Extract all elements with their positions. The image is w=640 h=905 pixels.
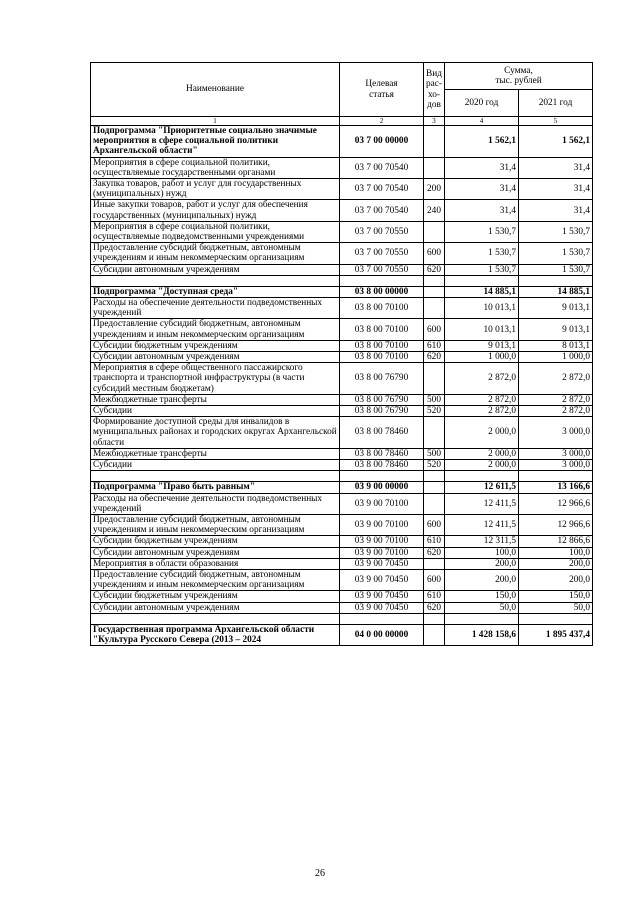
column-index: 4 bbox=[445, 117, 519, 126]
row-name: Субсидии автономным учреждениям bbox=[91, 547, 340, 558]
row-value-2021: 2 872,0 bbox=[519, 363, 593, 395]
row-value-2021: 13 166,6 bbox=[519, 482, 593, 493]
row-value-2020: 100,0 bbox=[445, 547, 519, 558]
row-expense-type: 200 bbox=[424, 179, 445, 200]
table-row bbox=[91, 591, 593, 602]
row-value-2020: 200,0 bbox=[445, 569, 519, 590]
table-row bbox=[91, 569, 593, 590]
row-name: Субсидии автономным учреждениям bbox=[91, 352, 340, 363]
row-target-article: 03 9 00 70450 bbox=[340, 602, 424, 613]
table-row bbox=[91, 126, 593, 158]
row-name: Мероприятия в сфере общественного пассажирского транспорта и транспортной инфраструктуры (в части субсидий местным бюджетам) bbox=[91, 363, 340, 395]
row-target-article: 03 7 00 70540 bbox=[340, 157, 424, 178]
table-row bbox=[91, 179, 593, 200]
page-number: 26 bbox=[315, 868, 325, 879]
row-name: Мероприятия в сфере социальной политики, осуществляемые подведомственными учреждениями bbox=[91, 221, 340, 242]
row-expense-type bbox=[424, 558, 445, 569]
table-row bbox=[91, 243, 593, 264]
row-value-2020: 10 013,1 bbox=[445, 319, 519, 340]
row-target-article: 03 8 00 70100 bbox=[340, 298, 424, 319]
row-target-article: 03 7 00 70550 bbox=[340, 264, 424, 275]
row-name: Подпрограмма "Доступная среда" bbox=[91, 286, 340, 297]
table-row bbox=[91, 406, 593, 417]
row-name: Субсидии автономным учреждениям bbox=[91, 264, 340, 275]
table-row bbox=[91, 340, 593, 351]
empty-cell bbox=[91, 471, 340, 482]
row-value-2021: 150,0 bbox=[519, 591, 593, 602]
row-value-2020: 1 530,7 bbox=[445, 221, 519, 242]
empty-cell bbox=[91, 275, 340, 286]
row-target-article: 03 7 00 70540 bbox=[340, 179, 424, 200]
row-expense-type: 520 bbox=[424, 460, 445, 471]
row-expense-type bbox=[424, 417, 445, 449]
table-body bbox=[91, 126, 593, 646]
row-target-article: 03 9 00 70450 bbox=[340, 569, 424, 590]
row-value-2021: 2 872,0 bbox=[519, 394, 593, 405]
empty-cell bbox=[519, 613, 593, 624]
row-value-2020: 2 000,0 bbox=[445, 460, 519, 471]
row-target-article: 03 7 00 70550 bbox=[340, 243, 424, 264]
row-expense-type: 600 bbox=[424, 319, 445, 340]
row-target-article: 03 8 00 76790 bbox=[340, 406, 424, 417]
row-target-article: 03 8 00 78460 bbox=[340, 448, 424, 459]
table-row bbox=[91, 352, 593, 363]
row-expense-type bbox=[424, 126, 445, 158]
row-value-2020: 2 000,0 bbox=[445, 417, 519, 449]
row-target-article: 03 8 00 76790 bbox=[340, 363, 424, 395]
header-target-article: Целевая статья bbox=[340, 63, 424, 117]
row-value-2021: 100,0 bbox=[519, 547, 593, 558]
empty-cell bbox=[519, 275, 593, 286]
table-row bbox=[91, 624, 593, 645]
header-name: Наименование bbox=[91, 63, 340, 117]
row-target-article: 03 9 00 70450 bbox=[340, 558, 424, 569]
row-expense-type bbox=[424, 157, 445, 178]
row-value-2020: 14 885,1 bbox=[445, 286, 519, 297]
row-name: Предоставление субсидий бюджетным, автономным учреждениям и иным некоммерческим организациям bbox=[91, 319, 340, 340]
empty-cell bbox=[424, 613, 445, 624]
table-row bbox=[91, 264, 593, 275]
row-expense-type: 600 bbox=[424, 243, 445, 264]
row-expense-type bbox=[424, 624, 445, 645]
header-expense-type: Вид рас-хо-дов bbox=[424, 63, 445, 117]
spacer-row bbox=[91, 613, 593, 624]
table-row bbox=[91, 558, 593, 569]
table-row bbox=[91, 514, 593, 535]
row-name: Субсидии bbox=[91, 460, 340, 471]
row-name: Подпрограмма "Приоритетные социально значимые мероприятия в сфере социальной политики Архангельской области" bbox=[91, 126, 340, 158]
row-value-2020: 1 000,0 bbox=[445, 352, 519, 363]
row-name: Предоставление субсидий бюджетным, автономным учреждениям и иным некоммерческим организациям bbox=[91, 514, 340, 535]
row-value-2020: 31,4 bbox=[445, 157, 519, 178]
row-value-2021: 1 530,7 bbox=[519, 221, 593, 242]
row-value-2021: 200,0 bbox=[519, 569, 593, 590]
row-value-2021: 2 872,0 bbox=[519, 406, 593, 417]
row-target-article: 03 7 00 00000 bbox=[340, 126, 424, 158]
empty-cell bbox=[445, 613, 519, 624]
row-name: Субсидии bbox=[91, 406, 340, 417]
spacer-row bbox=[91, 471, 593, 482]
row-target-article: 03 8 00 00000 bbox=[340, 286, 424, 297]
row-value-2020: 31,4 bbox=[445, 179, 519, 200]
row-value-2020: 50,0 bbox=[445, 602, 519, 613]
table-row bbox=[91, 157, 593, 178]
row-value-2021: 1 000,0 bbox=[519, 352, 593, 363]
row-value-2021: 9 013,1 bbox=[519, 319, 593, 340]
row-name: Расходы на обеспечение деятельности подведомственных учреждений bbox=[91, 298, 340, 319]
row-expense-type bbox=[424, 221, 445, 242]
row-name: Подпрограмма "Право быть равным" bbox=[91, 482, 340, 493]
row-value-2021: 14 885,1 bbox=[519, 286, 593, 297]
row-value-2021: 12 966,6 bbox=[519, 493, 593, 514]
table-row bbox=[91, 536, 593, 547]
row-expense-type bbox=[424, 286, 445, 297]
row-name: Мероприятия в сфере социальной политики, осуществляемые государственными органами bbox=[91, 157, 340, 178]
row-name: Иные закупки товаров, работ и услуг для обеспечения государственных (муниципальных) нужд bbox=[91, 200, 340, 221]
row-value-2020: 12 411,5 bbox=[445, 514, 519, 535]
row-value-2020: 10 013,1 bbox=[445, 298, 519, 319]
row-target-article: 03 8 00 76790 bbox=[340, 394, 424, 405]
row-value-2021: 200,0 bbox=[519, 558, 593, 569]
row-expense-type: 620 bbox=[424, 602, 445, 613]
empty-cell bbox=[340, 613, 424, 624]
row-value-2020: 12 611,5 bbox=[445, 482, 519, 493]
row-value-2020: 150,0 bbox=[445, 591, 519, 602]
row-value-2021: 1 562,1 bbox=[519, 126, 593, 158]
row-target-article: 03 7 00 70540 bbox=[340, 200, 424, 221]
row-value-2021: 3 000,0 bbox=[519, 417, 593, 449]
row-expense-type: 600 bbox=[424, 569, 445, 590]
row-expense-type bbox=[424, 482, 445, 493]
table-row bbox=[91, 363, 593, 395]
row-expense-type: 620 bbox=[424, 352, 445, 363]
table-row bbox=[91, 319, 593, 340]
spacer-row bbox=[91, 275, 593, 286]
row-target-article: 03 9 00 70100 bbox=[340, 547, 424, 558]
row-value-2020: 12 411,5 bbox=[445, 493, 519, 514]
header-year-2021: 2021 год bbox=[519, 90, 593, 117]
table-row bbox=[91, 482, 593, 493]
row-target-article: 03 9 00 70100 bbox=[340, 493, 424, 514]
empty-cell bbox=[519, 471, 593, 482]
row-expense-type: 610 bbox=[424, 591, 445, 602]
table-row bbox=[91, 221, 593, 242]
row-name: Государственная программа Архангельской области "Культура Русского Севера (2013 – 2024 bbox=[91, 624, 340, 645]
row-value-2021: 50,0 bbox=[519, 602, 593, 613]
row-value-2020: 2 872,0 bbox=[445, 394, 519, 405]
row-value-2021: 3 000,0 bbox=[519, 460, 593, 471]
row-value-2021: 1 895 437,4 bbox=[519, 624, 593, 645]
row-target-article: 03 8 00 70100 bbox=[340, 340, 424, 351]
row-target-article: 03 9 00 70450 bbox=[340, 591, 424, 602]
row-value-2021: 31,4 bbox=[519, 200, 593, 221]
row-name: Формирование доступной среды для инвалидов в муниципальных районах и городских округах Архангельской области bbox=[91, 417, 340, 449]
row-name: Субсидии бюджетным учреждениям bbox=[91, 340, 340, 351]
row-value-2021: 1 530,7 bbox=[519, 264, 593, 275]
empty-cell bbox=[424, 275, 445, 286]
row-value-2020: 200,0 bbox=[445, 558, 519, 569]
row-value-2021: 3 000,0 bbox=[519, 448, 593, 459]
row-target-article: 03 8 00 70100 bbox=[340, 352, 424, 363]
row-target-article: 03 9 00 70100 bbox=[340, 514, 424, 535]
row-target-article: 04 0 00 00000 bbox=[340, 624, 424, 645]
row-value-2020: 1 428 158,6 bbox=[445, 624, 519, 645]
row-target-article: 03 8 00 78460 bbox=[340, 460, 424, 471]
row-expense-type: 520 bbox=[424, 406, 445, 417]
row-name: Субсидии бюджетным учреждениям bbox=[91, 536, 340, 547]
row-value-2021: 12 866,6 bbox=[519, 536, 593, 547]
row-target-article: 03 7 00 70550 bbox=[340, 221, 424, 242]
row-expense-type: 600 bbox=[424, 514, 445, 535]
row-value-2021: 31,4 bbox=[519, 157, 593, 178]
column-index: 1 bbox=[91, 117, 340, 126]
row-value-2020: 1 530,7 bbox=[445, 264, 519, 275]
table-row bbox=[91, 286, 593, 297]
row-name: Предоставление субсидий бюджетным, автономным учреждениям и иным некоммерческим организациям bbox=[91, 243, 340, 264]
column-index: 3 bbox=[424, 117, 445, 126]
row-expense-type: 620 bbox=[424, 264, 445, 275]
row-expense-type bbox=[424, 493, 445, 514]
empty-cell bbox=[340, 275, 424, 286]
row-value-2021: 12 966,6 bbox=[519, 514, 593, 535]
header-year-2020: 2020 год bbox=[445, 90, 519, 117]
row-target-article: 03 9 00 70100 bbox=[340, 536, 424, 547]
table-row bbox=[91, 417, 593, 449]
row-value-2021: 8 013,1 bbox=[519, 340, 593, 351]
table-row bbox=[91, 493, 593, 514]
table-row bbox=[91, 547, 593, 558]
row-value-2020: 2 872,0 bbox=[445, 406, 519, 417]
table-row bbox=[91, 200, 593, 221]
row-name: Расходы на обеспечение деятельности подведомственных учреждений bbox=[91, 493, 340, 514]
row-value-2020: 31,4 bbox=[445, 200, 519, 221]
row-expense-type: 240 bbox=[424, 200, 445, 221]
empty-cell bbox=[445, 275, 519, 286]
row-name: Субсидии бюджетным учреждениям bbox=[91, 591, 340, 602]
row-expense-type bbox=[424, 298, 445, 319]
row-value-2020: 2 000,0 bbox=[445, 448, 519, 459]
row-value-2020: 2 872,0 bbox=[445, 363, 519, 395]
row-value-2020: 1 530,7 bbox=[445, 243, 519, 264]
row-expense-type: 500 bbox=[424, 394, 445, 405]
row-value-2021: 1 530,7 bbox=[519, 243, 593, 264]
table-row bbox=[91, 460, 593, 471]
row-expense-type: 500 bbox=[424, 448, 445, 459]
row-name: Субсидии автономным учреждениям bbox=[91, 602, 340, 613]
row-name: Закупка товаров, работ и услуг для государственных (муниципальных) нужд bbox=[91, 179, 340, 200]
row-value-2020: 9 013,1 bbox=[445, 340, 519, 351]
column-index: 2 bbox=[340, 117, 424, 126]
row-value-2020: 1 562,1 bbox=[445, 126, 519, 158]
table-row bbox=[91, 602, 593, 613]
table-row bbox=[91, 394, 593, 405]
row-target-article: 03 9 00 00000 bbox=[340, 482, 424, 493]
row-name: Межбюджетные трансферты bbox=[91, 448, 340, 459]
empty-cell bbox=[91, 613, 340, 624]
row-expense-type: 610 bbox=[424, 536, 445, 547]
row-name: Мероприятия в области образования bbox=[91, 558, 340, 569]
budget-table bbox=[90, 62, 593, 646]
row-name: Предоставление субсидий бюджетным, автономным учреждениям и иным некоммерческим организациям bbox=[91, 569, 340, 590]
row-expense-type: 610 bbox=[424, 340, 445, 351]
empty-cell bbox=[424, 471, 445, 482]
row-value-2021: 31,4 bbox=[519, 179, 593, 200]
row-expense-type: 620 bbox=[424, 547, 445, 558]
row-target-article: 03 8 00 70100 bbox=[340, 319, 424, 340]
row-value-2020: 12 311,5 bbox=[445, 536, 519, 547]
table-row bbox=[91, 298, 593, 319]
column-index: 5 bbox=[519, 117, 593, 126]
row-name: Межбюджетные трансферты bbox=[91, 394, 340, 405]
empty-cell bbox=[445, 471, 519, 482]
row-target-article: 03 8 00 78460 bbox=[340, 417, 424, 449]
row-expense-type bbox=[424, 363, 445, 395]
header-sum: Сумма, тыс. рублей bbox=[445, 63, 593, 90]
empty-cell bbox=[340, 471, 424, 482]
table-row bbox=[91, 448, 593, 459]
row-value-2021: 9 013,1 bbox=[519, 298, 593, 319]
